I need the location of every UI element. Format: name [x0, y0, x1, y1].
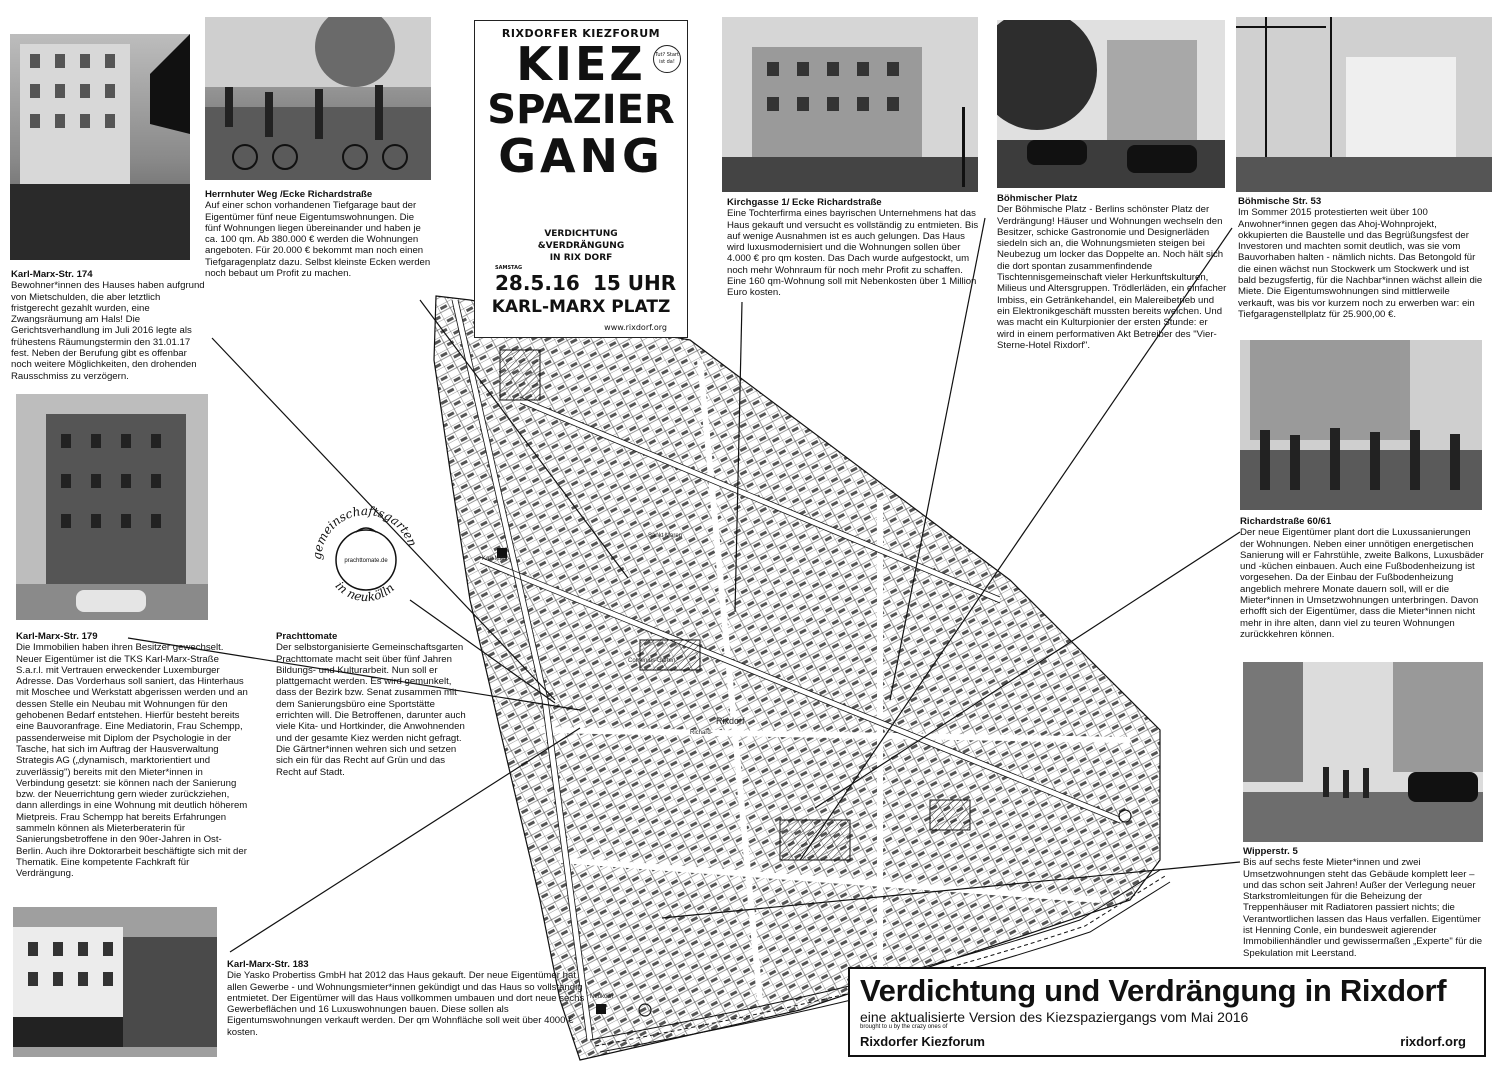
block-title: Böhmische Str. 53: [1238, 196, 1322, 207]
block-text: Die Immobilien haben ihren Besitzer gewechselt. Neuer Eigentümer ist die TKS Karl-Marx-Straße S.a.r.l. mit Vertrauen erweckender Luxemburger Adresse. Das Vorderhaus soll saniert, das Hinterhaus mit Moschee und Werkstatt abgerissen werden und an dessen Stelle ein Neubau mit Wohnungen für den gehobenen Bedarf entstehen. Hierfür besteht bereits eine Bauvoranfrage. Eine Mediatorin, Frau Schempp, passenderweise mit Diplom der Psychologie in der Tasche, hat sich im Auftrag der Hausverwaltung Strategis AG („dynamisch, marktorientiert und zuverlässig") bereits mit den Mieter*innen in Verbindung gesetzt: sie können nach der Sanierung bzw. der Neuerrichtung gern wieder zurückziehen, dann allerdings in eine Wohnung mit deutlich höherem Mietpreis. Frau Schempp hat bereits Erfahrungen sammeln können als Mieterberaterin für Sanierungsbetroffene in den 90er-Jahren in Ost-Berlin. Auch ihre Doktorarbeit beschäftigte sich mit der Thematik. Eine kompetente Fachkraft für Verdrängung.: [16, 642, 248, 880]
block-karl-marx-str-179: [16, 631, 248, 880]
logo-arc-bottom: in neukölln: [332, 578, 397, 605]
photo-karl-marx-str-183: [13, 907, 217, 1057]
block-title: Herrnhuter Weg /Ecke Richardstraße: [205, 189, 373, 200]
poster-line2: SPAZIER: [487, 87, 675, 133]
block-kirchgasse: [727, 197, 979, 299]
block-text: Der selbstorganisierte Gemeinschaftsgarten Prachttomate macht seit über fünf Jahren Bildungs- und Kulturarbeit. Nun soll er plattgemacht werden. Es wird gemunkelt, dass der Bezirk bzw. Senat zusammen mit dem Sanierungsbüro eine Sportstätte errichten will. Die Betroffenen, darunter auch viele Kita- und Hortkinder, die Anwohnenden und der gesamte Kiez werden nicht gefragt. Die Gärtner*innen wehren sich und setzen sich ein für das Recht auf Grün und das Recht auf Stadt.: [276, 642, 466, 778]
poster-place: KARL-MARX PLATZ: [491, 297, 671, 317]
block-text: Eine Tochterfirma eines bayrischen Unternehmens hat das Haus gekauft und versucht es vollständig zu entmieten. Bis auf wenige Ausnahmen ist es auch gelungen. Das Haus wird luxusmodernisiert und die Wohnungen sollen über 4.000 € pro qm kosten. Das Dach wurde aufgestockt, um noch mehr Wohnraum für noch mehr Profit zu schaffen. Eine 160 qm-Wohnung soll mit Nebenkosten über 1 Million Euro kosten.: [727, 208, 979, 299]
poster-url: www.rixdorf.org: [604, 323, 667, 332]
map-label-richard: Richard-: [690, 730, 713, 736]
title-box: [848, 967, 1486, 1057]
block-karl-marx-str-183: [227, 959, 585, 1038]
photo-richardstrasse: [1240, 340, 1482, 510]
block-title: Karl-Marx-Str. 174: [11, 269, 93, 280]
photo-kirchgasse: [722, 17, 978, 192]
photo-karl-marx-str-179: [16, 394, 208, 620]
photo-boehmischer-platz: [997, 20, 1225, 188]
block-title: Kirchgasse 1/ Ecke Richardstraße: [727, 197, 882, 208]
block-boehmischer-platz: [997, 193, 1227, 351]
block-text: Der Böhmische Platz - Berlins schönster Platz der Verdrängung! Häuser und Wohnungen wechseln den Besitzer, schicke Gastronomie und Designerläden siedeln sich an, die Wohnungsmieten steigen bei Neubezug um locker das Doppelte an. Noch hält sich die dort spontan zusammenfindende Tischtennisgemeinschaft vieler Herkunftskulturen, Milieus und Altersgruppen. Trödlerläden, ein einfacher Imbiss, ein Getränkehandel, ein Malereibetrieb und ein Elektronikgeschäft mussten bereits weichen. Und was macht ein Kulturpionier der ersten Stunde: er wird in einem performativen Akt Betreiber des "Vier-Sterne-Hotel Rixdorf".: [997, 204, 1227, 351]
block-karl-marx-str-174: [11, 269, 207, 382]
event-poster: [474, 20, 688, 338]
page-subtitle: eine aktualisierte Version des Kiezspaziergangs vom Mai 2016: [860, 1009, 1249, 1025]
svg-text:in neukölln: [332, 579, 396, 604]
poster-line3: GANG: [498, 129, 664, 183]
block-title: Wipperstr. 5: [1243, 846, 1298, 857]
org-name: Rixdorfer Kiezforum: [860, 1034, 985, 1049]
block-title: Böhmischer Platz: [997, 193, 1078, 204]
block-text: Die Yasko Probertiss GmbH hat 2012 das Haus gekauft. Der neue Eigentümer hat allen Gewerbe - und Wohnungsmieter*innen gekündigt und das Haus so vollständig entmietet. Der Eigentümer will das Haus vollkommen umbauen und dort neue sechs Gewerbeflächen und 16 Luxuswohnungen bauen. Diese sollen als Eigentumswohnungen verkauft werden. Der qm Wohnfläche soll weit über 4000 € kosten.: [227, 970, 585, 1038]
poster-subtitle3: IN RIX DORF: [549, 253, 613, 263]
block-title: Karl-Marx-Str. 183: [227, 959, 309, 970]
block-title: Prachttomate: [276, 631, 338, 642]
logo-arc-top: gemeinschaftsgarten: [309, 503, 420, 561]
poster-bubble: Tut? Start ist da!: [653, 45, 681, 73]
photo-boehmische-str-53: [1236, 17, 1492, 192]
poster-day: SAMSTAG: [495, 265, 523, 271]
block-title: Richardstraße 60/61: [1240, 516, 1332, 527]
map-label-comenius: Comenius-Garten: [628, 658, 676, 664]
prachttomate-logo: [307, 498, 425, 616]
byline: brought to u by the crazy ones of: [860, 1024, 948, 1030]
block-text: Im Sommer 2015 protestierten weit über 100 Anwohner*innen gegen das Ahoj-Wohnprojekt, okkupierten die Baustelle und das Begrüßungsfest der Investoren und machten somit deutlich, was sie vom Bauvorhaben halten - nämlich nichts. Das Betongold für die einen wächst nun Stockwerk um Stockwerk und ist bald bezugsfertig, für die Nachbar*innen wächst allein die Miete. Die Eigentumswohnungen sind mittlerweile verkauft, was bis vor kurzem noch zu erwerben war: ein Tiefgaragenstellplatz für 25.900,00 €.: [1238, 207, 1483, 320]
poster-line1: KIEZ: [516, 37, 646, 91]
block-text: Der neue Eigentümer plant dort die Luxussanierungen der Wohnungen. Neben einer unnötigen energetischen Sanierung will er Fahrstühle, zweite Balkons, Luxusbäder und -küchen einbauen. Auch eine Fußbodenheizung ist vorgesehen. Da der Einbau der Fußbodenheizung angeblich mehrere Monate dauern soll, will er die Mieter*innen in Umsetzwohnungen unterbringen. Davon erhofft sich der Eigentümer, dass die Mieter*innen nicht mehr in ihre alten, dann viel zu teuren Wohnungen zurückkehren können.: [1240, 527, 1484, 640]
map-label-sankt-maren: Sankt Maren: [648, 533, 683, 539]
poster-subtitle1: VERDICHTUNG: [544, 229, 618, 239]
block-herrnhuter-weg: [205, 189, 431, 279]
page-title: Verdichtung und Verdrängung in Rixdorf: [860, 973, 1447, 1008]
map-label-rixdorf: Rixdorf: [716, 716, 745, 726]
block-text: Bewohner*innen des Hauses haben aufgrund von Mietschulden, die aber letztlich fristgerecht gezahlt wurden, eine Zwangsräumung am Hals! Die Gerichtsverhandlung im Juli 2016 legte als frühestens Räumungstermin den 31.01.17 fest. Neben der Berufung gibt es offenbar noch weitere Möglichkeiten, den drohenden Rausschmiss zu verzögern.: [11, 280, 205, 382]
logo-center: prachttomate.de: [344, 558, 388, 564]
poster-org: RIXDORFER KIEZFORUM: [501, 27, 661, 40]
photo-herrnhuter-weg: [205, 17, 431, 180]
svg-text:gemeinschaftsgarten: [310, 504, 420, 560]
block-richardstrasse: [1240, 516, 1486, 640]
poster-subtitle2: &VERDRÄNGUNG: [537, 241, 625, 251]
map-label-karl-marx: Karl-Marx-: [482, 556, 510, 562]
org-url: rixdorf.org: [1400, 1034, 1466, 1049]
photo-wipperstr: [1243, 662, 1483, 842]
block-prachttomate: [276, 631, 472, 778]
block-text: Auf einer schon vorhandenen Tiefgarage baut der Eigentümer fünf neue Eigentumswohnungen. Die fünf Wohnungen liegen übereinander und haben je ca. 100 qm. Ab 380.000 € werden die Wohnungen angeboten. Für 20.000 € bekommt man noch einen Tiefgaragenplatz dazu. Selbst kleinste Ecken werden noch bebaut um Profit zu machen.: [205, 200, 431, 280]
photo-karl-marx-str-174: [10, 34, 190, 260]
poster-time: 15 UHR: [593, 271, 677, 295]
block-text: Bis auf sechs feste Mieter*innen und zwei Umsetzwohnungen steht das Gebäude komplett leer – und das schon seit Jahren! Außer der Verlegung neuer Starkstromleitungen für die Beheizung der Treppenhäuser mit Radiatoren passiert nichts; die Verantwortlichen lassen das Haus verfallen. Eigentümer ist Henning Conle, ein bundesweit agierender Immobilienhändler und gewissermaßen „Experte" für die Spekulation mit Leerstand.: [1243, 857, 1483, 959]
block-title: Karl-Marx-Str. 179: [16, 631, 98, 642]
map-label-neukoelln: Neukölln: [590, 994, 614, 1000]
block-wipperstr: [1243, 846, 1489, 959]
poster-date: 28.5.16: [495, 271, 580, 295]
block-boehmische-str-53: [1238, 196, 1486, 320]
